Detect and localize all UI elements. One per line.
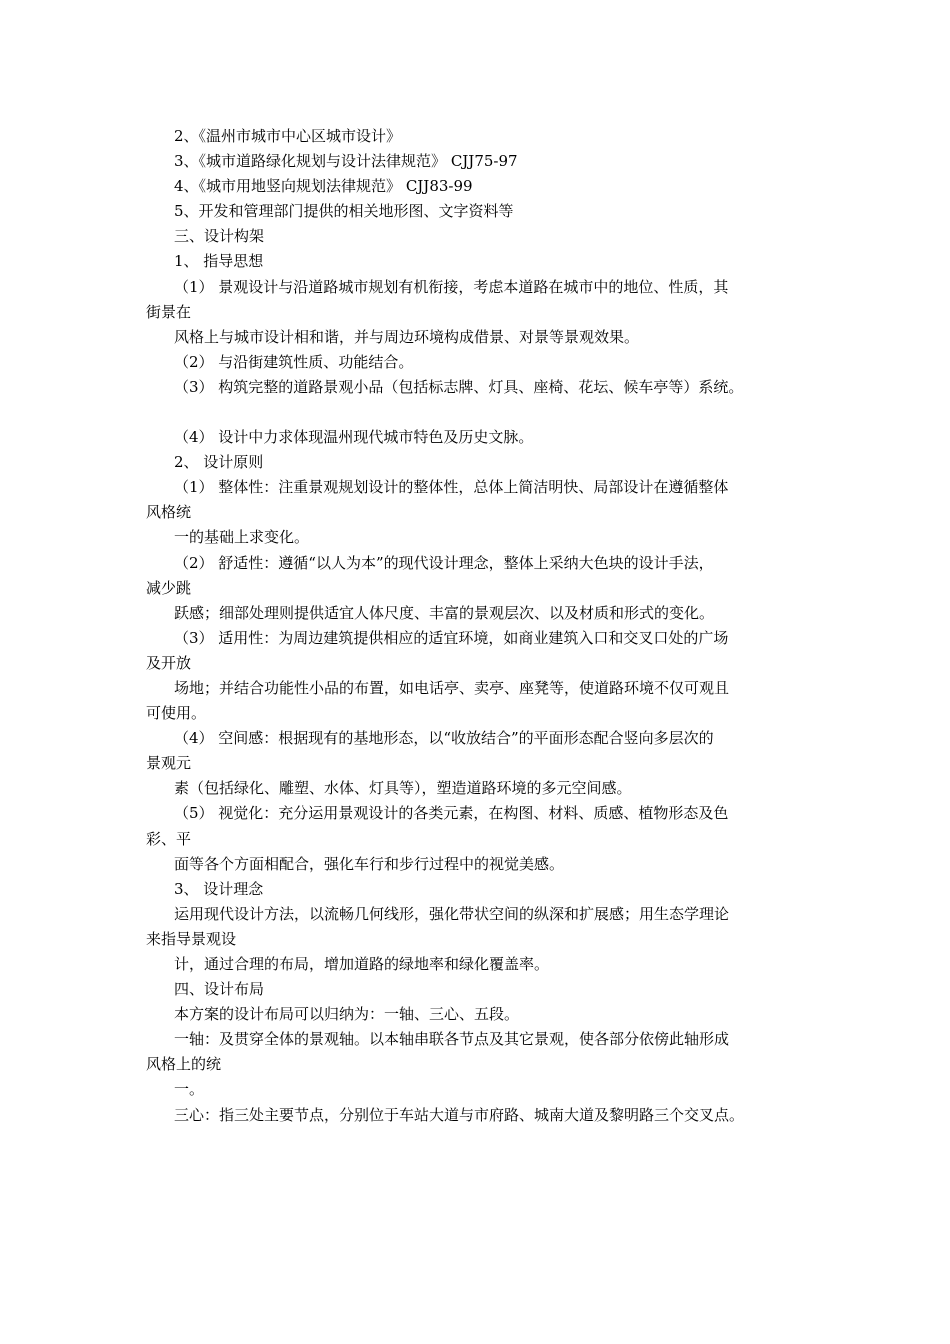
reference-item-5: 5、开发和管理部门提供的相关地形图、文字资料等	[174, 202, 514, 221]
paragraph-line-wrap: 风格上的统	[146, 1055, 222, 1074]
subheading-design-concept: 3、 设计理念	[174, 879, 264, 898]
paragraph-line: 场地；并结合功能性小品的布置，如电话亭、卖亭、座凳等，使道路环境不仅可观且	[174, 678, 730, 697]
paragraph-line: 一轴：及贯穿全体的景观轴。以本轴串联各节点及其它景观，使各部分依傍此轴形成	[174, 1030, 730, 1049]
subheading-design-principles: 2、 设计原则	[174, 453, 264, 472]
paragraph-line: 一的基础上求变化。	[174, 528, 310, 547]
blank-line	[146, 400, 806, 425]
paragraph-line: 本方案的设计布局可以归纳为：一轴、三心、五段。	[174, 1005, 520, 1024]
paragraph-line: （3） 构筑完整的道路景观小品（包括标志牌、灯具、座椅、花坛、候车亭等）系统。	[174, 377, 744, 396]
paragraph-line: （5） 视觉化：充分运用景观设计的各类元素，在构图、材料、质感、植物形态及色	[174, 804, 729, 823]
section-heading-design-framework: 三、设计构架	[174, 227, 265, 246]
paragraph-line-wrap: 彩、平	[146, 829, 192, 848]
paragraph-line: （4） 设计中力求体现温州现代城市特色及历史文脉。	[174, 428, 534, 447]
paragraph-line: 计，通过合理的布局，增加道路的绿地率和绿化覆盖率。	[174, 955, 550, 973]
paragraph-line: （1） 景观设计与沿道路城市规划有机衔接，考虑本道路在城市中的地位、性质，其	[174, 277, 729, 296]
paragraph-line: （1） 整体性：注重景观规划设计的整体性，总体上简洁明快、局部设计在遵循整体	[174, 478, 729, 497]
paragraph-line: （4） 空间感：根据现有的基地形态，以“收放结合”的平面形态配合竖向多层次的	[174, 729, 714, 748]
reference-item-2: 2、《温州市城市中心区城市设计》	[174, 127, 402, 145]
paragraph-line-wrap: 街景在	[146, 302, 192, 321]
paragraph-line: 一。	[174, 1080, 205, 1099]
paragraph-line-wrap: 风格统	[146, 503, 192, 522]
paragraph-line-wrap: 可使用。	[146, 704, 207, 723]
paragraph-line-wrap: 来指导景观设	[146, 929, 237, 948]
paragraph-line: 风格上与城市设计相和谐，并与周边环境构成借景、对景等景观效果。	[174, 327, 640, 346]
document-body	[146, 124, 806, 1128]
paragraph-line-wrap: 景观元	[146, 754, 192, 773]
section-heading-design-layout: 四、设计布局	[174, 980, 265, 999]
paragraph-line-wrap: 及开放	[146, 653, 192, 672]
paragraph-line: 跃感；细部处理则提供适宜人体尺度、丰富的景观层次、以及材质和形式的变化。	[174, 603, 715, 622]
paragraph-line: （2） 舒适性：遵循“以人为本”的现代设计理念，整体上采纳大色块的设计手法，	[174, 553, 714, 572]
reference-item-3: 3、《城市道路绿化规划与设计法律规范》 CJJ75-97	[174, 152, 518, 171]
paragraph-line: 运用现代设计方法，以流畅几何线形，强化带状空间的纵深和扩展感；用生态学理论	[174, 904, 730, 923]
paragraph-line: （2） 与沿街建筑性质、功能结合。	[174, 352, 414, 371]
paragraph-line: 面等各个方面相配合，强化车行和步行过程中的视觉美感。	[174, 854, 565, 873]
paragraph-line: （3） 适用性：为周边建筑提供相应的适宜环境，如商业建筑入口和交叉口处的广场	[174, 628, 729, 647]
subheading-guiding-idea: 1、 指导思想	[174, 252, 264, 271]
paragraph-line: 素（包括绿化、雕塑、水体、灯具等），塑造道路环境的多元空间感。	[174, 779, 632, 798]
paragraph-line: 三心：指三处主要节点，分别位于车站大道与市府路、城南大道及黎明路三个交叉点。	[174, 1105, 745, 1124]
reference-item-4: 4、《城市用地竖向规划法律规范》 CJJ83-99	[174, 177, 473, 196]
paragraph-line-wrap: 减少跳	[146, 578, 192, 597]
